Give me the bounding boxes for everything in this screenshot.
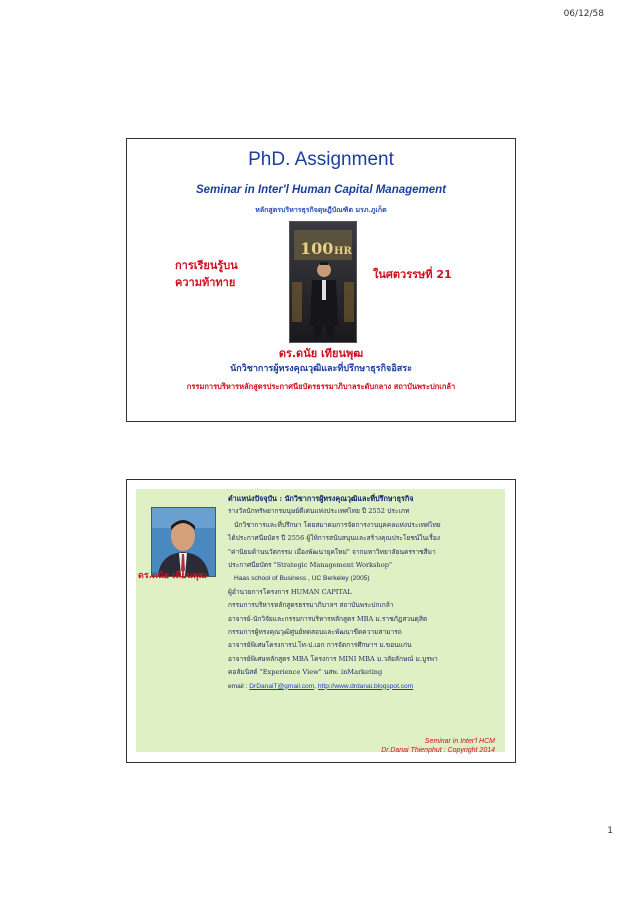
slide-subtitle: Seminar in Inter'l Human Capital Management xyxy=(195,184,447,196)
svg-text:100: 100 xyxy=(300,239,334,258)
slide-title: PhD. Assignment xyxy=(248,149,394,170)
committee-line: กรรมการบริหารหลักสูตรประกาศนียบัตรธรรมาภิบาลระดับกลาง สถาบันพระปกเกล้า xyxy=(186,382,456,391)
page-number: 1 xyxy=(607,826,613,836)
program-name: หลักสูตรบริหารธุรกิจดุษฎีบัณฑิต มรภ.ภูเก็ต xyxy=(255,205,387,214)
presenter-position: นักวิชาการผู้ทรงคุณวุฒิและที่ปรึกษาธุรกิจอิสระ xyxy=(230,364,412,374)
century-text: ในศตวรรษที่ 21 xyxy=(373,268,452,281)
bio-panel xyxy=(136,489,505,752)
slide-2 xyxy=(126,479,516,763)
bio-name: ดร.ดนัย เทียนพุฒ xyxy=(138,571,207,581)
svg-text:HR: HR xyxy=(334,246,352,257)
portrait-photo xyxy=(151,507,216,577)
header-date: 06/12/58 xyxy=(563,9,604,19)
learning-challenge-text: การเรียนรู้บน ความท้าทาย xyxy=(175,259,238,289)
blog-link[interactable]: http://www.drdanai.blogspot.com xyxy=(317,682,414,690)
bio-text: ตำแหน่งปัจจุบัน : นักวิชาการผู้ทรงคุณวุฒิและที่ปรึกษาธุรกิจ รางวัลนักทรัพยากรมนุษย์ดีเด่นแห่งประเทศไทย ปี 2552 ประเภท นักวิชาการและที่ปรึกษา โดยสมาคมการจัดการงานบุคคลแห่งประเทศไทย ได้ประกาศนียบัตร ปี 2556 ผู้ให้การสนับสนุนและสร้างคุณประโยชน์ในเรื่อง "ค่านิยมด้านนวัตกรรม เมืองพัฒนายุคใหม่" จากมหาวิทยาลัยนครราชสีมา ประกาศนียบัตร "Strategic Management Workshop" Haas school of Business , UC Berkeley (2005) ผู้อำนวยการโครงการ HUMAN CAPITAL กรรมการบริหารหลักสูตรธรรมาภิบาลฯ สถาบันพระปกเกล้า อาจารย์-นักวิจัยและกรรมการบริหารหลักสูตร MBA ม.ราชภัฏสวนดุสิต กรรมการผู้ทรงคุณวุฒิศูนย์ทดสอบและพัฒนาขีดความสามารถ อาจารย์พิเศษโครงการป.โท-ป.เอก การจัดการศึกษาฯ ม.ขอนแก่น อาจารย์พิเศษหลักสูตร MBA โครงการ MINI MBA ม.วลัยลักษณ์ ม.บูรพา คอลัมนิสต์ "Experience View" นสพ. inMarketing email : DrDanaiT@gmail.com, http://www.drdanai.blogspot.com xyxy=(228,494,441,690)
presenter-name: ดร.ดนัย เทียนพุฒ xyxy=(278,347,364,360)
copyright-text: Seminar in Inter'l HCM Dr.Danai Thienphut : Copyright 2014 xyxy=(381,738,495,754)
slide-1 xyxy=(126,138,516,422)
award-photo xyxy=(289,221,357,343)
email-link[interactable]: DrDanaiT@gmail.com xyxy=(249,682,315,690)
current-title: นักวิชาการผู้ทรงคุณวุฒิและที่ปรึกษาธุรกิจ xyxy=(284,494,414,503)
